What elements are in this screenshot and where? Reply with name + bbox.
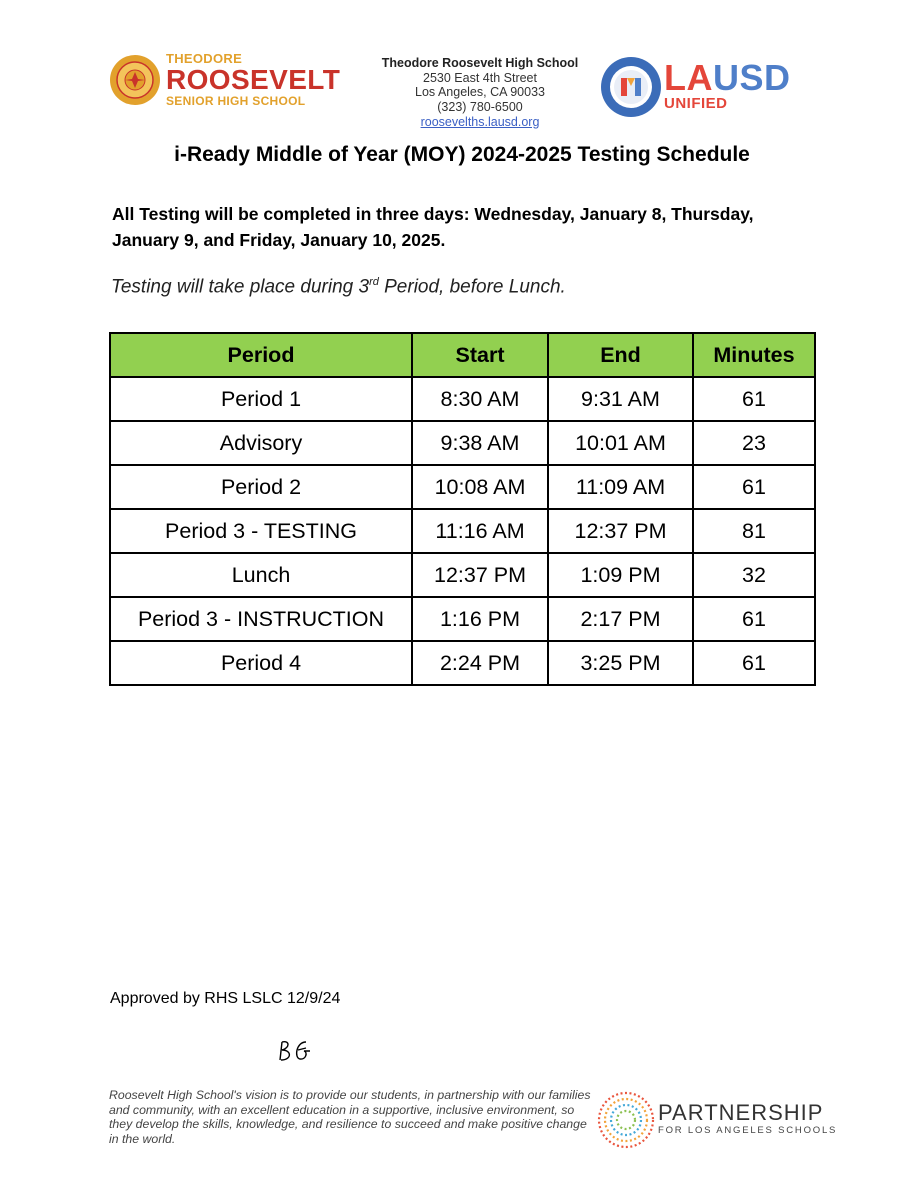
cell-start: 2:24 PM — [412, 641, 548, 685]
cell-start: 9:38 AM — [412, 421, 548, 465]
cell-minutes: 32 — [693, 553, 815, 597]
cell-period: Period 1 — [110, 377, 412, 421]
lausd-wordmark — [664, 57, 791, 98]
cell-period: Period 4 — [110, 641, 412, 685]
partnership-wordmark — [658, 1101, 837, 1137]
note-after: Period, before Lunch. — [378, 276, 566, 298]
table-row — [110, 465, 815, 509]
note-before: Testing will take place during 3 — [111, 276, 370, 298]
school-name: Theodore Roosevelt High School — [381, 56, 579, 70]
signature-initials-icon — [276, 1036, 316, 1066]
cell-end: 1:09 PM — [548, 553, 693, 597]
cell-end: 10:01 AM — [548, 421, 693, 465]
cell-minutes: 61 — [693, 465, 815, 509]
school-logo-line3: SENIOR HIGH SCHOOL — [166, 94, 306, 108]
website-link[interactable]: roosevelths.lausd.org — [420, 114, 540, 129]
table-row — [110, 641, 815, 685]
lausd-usd: USD — [713, 57, 791, 98]
cell-period: Lunch — [110, 553, 412, 597]
cell-period: Period 3 - TESTING — [110, 509, 412, 553]
cell-minutes: 23 — [693, 421, 815, 465]
table-row — [110, 377, 815, 421]
cell-minutes: 61 — [693, 597, 815, 641]
city-state-zip: Los Angeles, CA 90033 — [415, 85, 545, 100]
roosevelt-seal-icon — [109, 54, 161, 106]
cell-minutes: 61 — [693, 377, 815, 421]
school-logo-line1: THEODORE — [166, 51, 243, 66]
cell-period: Period 2 — [110, 465, 412, 509]
table-row — [110, 509, 815, 553]
table-row — [110, 553, 815, 597]
lausd-unified: UNIFIED — [664, 95, 728, 112]
cell-end: 9:31 AM — [548, 377, 693, 421]
cell-end: 12:37 PM — [548, 509, 693, 553]
header-start: Start — [412, 333, 548, 377]
cell-start: 12:37 PM — [412, 553, 548, 597]
cell-period: Period 3 - INSTRUCTION — [110, 597, 412, 641]
cell-end: 3:25 PM — [548, 641, 693, 685]
street-address: 2530 East 4th Street — [423, 70, 537, 85]
partnership-logo-icon — [596, 1090, 656, 1150]
page-title: i-Ready Middle of Year (MOY) 2024-2025 Testing Schedule — [174, 143, 750, 166]
table-header-row — [110, 333, 815, 377]
header-period: Period — [110, 333, 412, 377]
school-logo-line2: ROOSEVELT — [166, 64, 341, 95]
table-row — [110, 421, 815, 465]
cell-start: 11:16 AM — [412, 509, 548, 553]
schedule-table — [109, 332, 816, 686]
cell-start: 1:16 PM — [412, 597, 548, 641]
partnership-name: PARTNERSHIP — [658, 1100, 824, 1125]
lausd-seal-icon — [600, 56, 662, 118]
school-logo — [166, 52, 340, 108]
cell-period: Advisory — [110, 421, 412, 465]
cell-end: 11:09 AM — [548, 465, 693, 509]
cell-end: 2:17 PM — [548, 597, 693, 641]
header-minutes: Minutes — [693, 333, 815, 377]
lausd-logo — [664, 57, 791, 112]
cell-start: 10:08 AM — [412, 465, 548, 509]
table-row — [110, 597, 815, 641]
approval-note: Approved by RHS LSLC 12/9/24 — [110, 990, 341, 1007]
school-address — [370, 56, 590, 130]
testing-period-note — [111, 276, 811, 298]
note-superscript: rd — [369, 276, 379, 288]
cell-minutes: 61 — [693, 641, 815, 685]
cell-minutes: 81 — [693, 509, 815, 553]
testing-days-text: All Testing will be completed in three days: Wednesday, January 8, Thursday, January 9, and Friday, January 10, 2025. — [112, 204, 754, 250]
phone-number: (323) 780-6500 — [437, 100, 523, 115]
cell-start: 8:30 AM — [412, 377, 548, 421]
lausd-la: LA — [664, 57, 713, 98]
vision-statement: Roosevelt High School's vision is to provide our students, in partnership with our families and community, with an excellent education in a supportive, inclusive environment, so they develop the skills, knowledge, and resilience to succeed and make positive change in the world. — [109, 1088, 591, 1146]
partnership-tagline: FOR LOS ANGELES SCHOOLS — [658, 1125, 838, 1136]
header-end: End — [548, 333, 693, 377]
